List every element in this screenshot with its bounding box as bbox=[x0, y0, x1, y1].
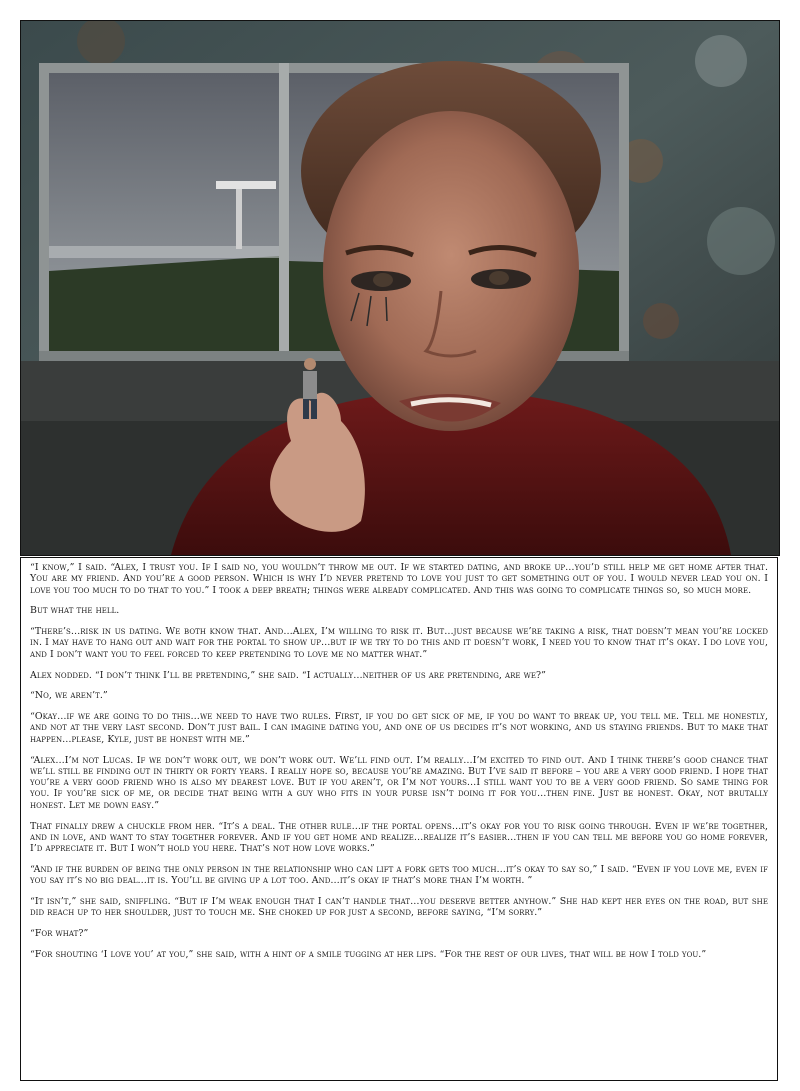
story-paragraph-7: “Alex…I’m not Lucas. If we don’t work out, we don’t work out. We’ll find out. I’m really…I’m excited to find out. And I think there’s good chance that we’ll still be finding out in thirty or forty years. I really hope so, because you’re amazing. But I’ve said it before – you are a very good friend. I hope that you’re a very good friend who is also my dearest love. But if you aren’t, or I’m not yours…I still want you to be a very good friend. So same thing for you. If you’re sick of me, or decide that being with a guy who fits in your purse isn’t doing it for you…then fine. Just be honest. Okay, not brutally honest. Let me down easy.” bbox=[30, 754, 768, 811]
story-paragraph-8: That finally drew a chuckle from her. “It’s a deal. The other rule…if the portal opens…it’s okay for you to risk going through. Even if we’re together, and in love, and want to stay together forever. And if you get home and realize…realize it’s easier…then if you can tell me before you go home forever, I’d appreciate it. But I won’t hold you here. That’s not how love works.” bbox=[30, 820, 768, 855]
story-paragraph-1: “I know,” I said. “Alex, I trust you. If I said no, you wouldn’t throw me out. If we started dating, and broke up…you’d still help me get home after that. You are my friend. And you’re a good person. Which is why I’d never pretend to love you just to get something out of you. I would never lead you on. I love you too much to do that to you.” I took a deep breath; things were already complicated. And this was going to complicate things so, so much more. bbox=[30, 562, 768, 596]
story-paragraph-2: But what the hell. bbox=[30, 605, 120, 617]
story-paragraph-11: “For what?” bbox=[30, 928, 89, 940]
story-paragraph-5: “No, we aren’t.” bbox=[30, 690, 108, 702]
scene-illustration bbox=[21, 21, 779, 555]
story-paragraph-6: “Okay…if we are going to do this…we need to have two rules. First, if you do get sick of me, if you do want to break up, you tell me. Tell me honestly, and not at the very last second. Don’t just bail. I can imagine dating you, and one of us decides it’s not working, and us staying friends. But to make that happen…please, Kyle, just be honest with me.” bbox=[30, 711, 768, 745]
story-paragraph-10: “It isn’t,” she said, sniffling. “But if I’m weak enough that I can’t handle that…you deserve better anyhow.” She had kept her eyes on the road, but she did reach up to her shoulder, just to touch me. She choked up for just a second, before saying, “I’m sorry.” bbox=[30, 896, 768, 919]
story-paragraph-12: “For shouting ‘I love you’ at you,” she said, with a hint of a smile tugging at her lips. “For the rest of our lives, that will be how I told you.” bbox=[30, 948, 707, 960]
story-paragraph-4: Alex nodded. “I don’t think I’ll be pretending,” she said. “I actually…neither of us are pretending, are we?” bbox=[30, 669, 546, 681]
illustration-panel bbox=[20, 20, 780, 556]
story-text-box bbox=[20, 557, 778, 1081]
story-paragraph-9: “And if the burden of being the only person in the relationship who can lift a fork gets too much…it’s okay to say so,” I said. “Even if you love me, even if you say it’s no big deal…it is. You’ll be giving up a lot too. And…it’s okay if that’s more than I’m worth. ” bbox=[30, 863, 768, 887]
story-paragraph-3: “There’s…risk in us dating. We both know that. And…Alex, I’m willing to risk it. But…just because we’re taking a risk, that doesn’t mean you’re locked in. I may have to hang out and wait for the portal to show up…but if we try to do this and it doesn’t work, I need you to know that it’s okay. I do love you, and I don’t want you to feel forced to keep pretending to love me no matter what.” bbox=[30, 626, 768, 660]
